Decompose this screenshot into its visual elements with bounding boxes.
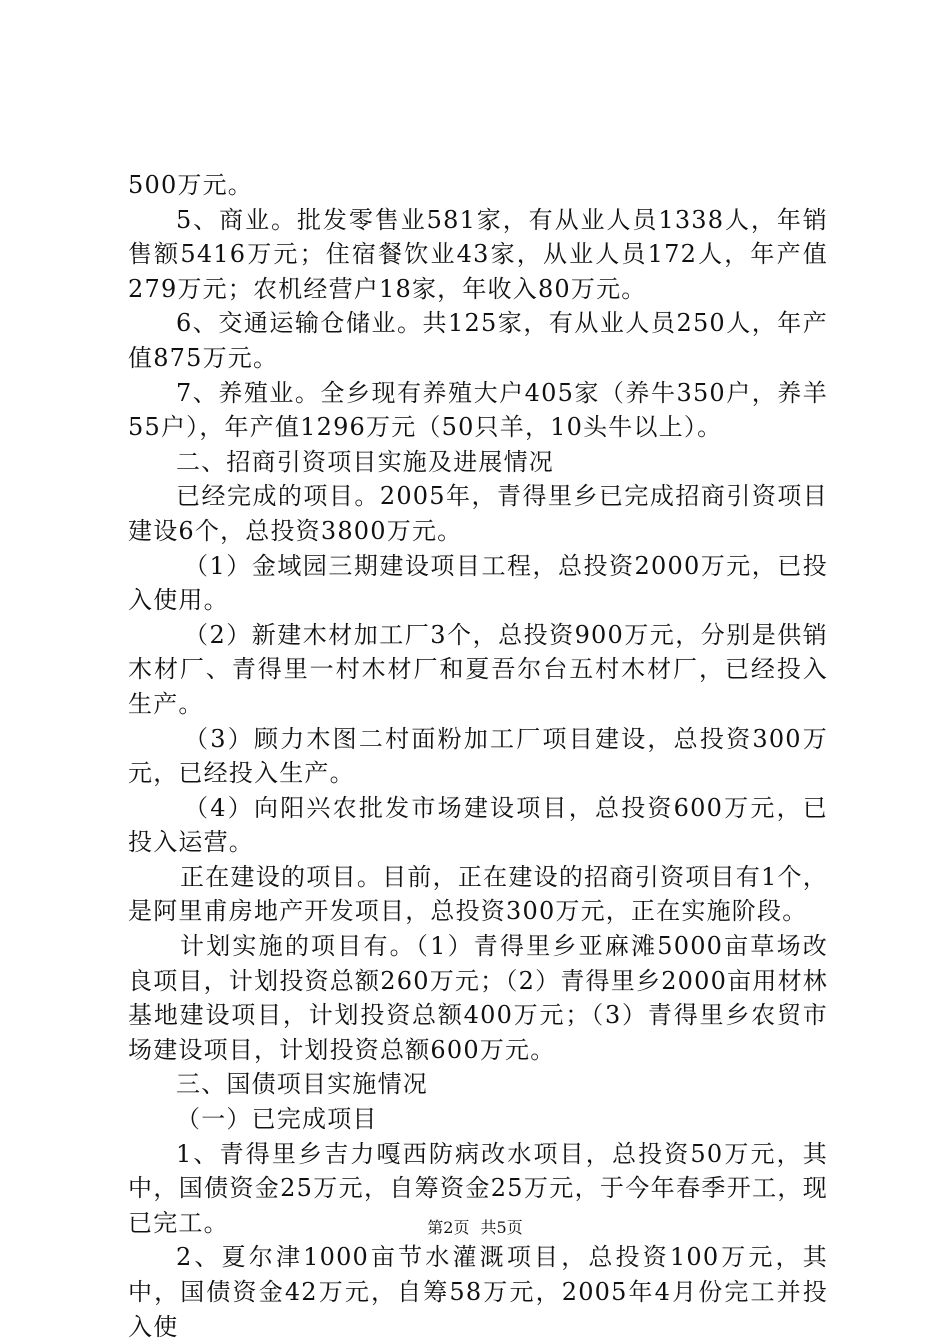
paragraph-project-1: （1）金域园三期建设项目工程，总投资2000万元，已投入使用。 — [128, 551, 828, 615]
paragraph-transport: 6、交通运输仓储业。共125家，有从业人员250人，年产值875万元。 — [128, 309, 828, 372]
paragraph-project-2: （2）新建木材加工厂3个，总投资900万元，分别是供销木材厂、青得里一村木材厂和夏吾尔台五村木材厂，已经投入生产。 — [128, 620, 828, 718]
paragraph-project-3: （3）顾力木图二村面粉加工厂项目建设，总投资300万元，已经投入生产。 — [128, 724, 828, 788]
paragraph-in-progress: 正在建设的项目。目前，正在建设的招商引资项目有1个，是阿里甫房地产开发项目，总投资300万元，正在实施阶段。 — [128, 862, 828, 926]
page-number: 第2页 — [427, 1218, 470, 1237]
paragraph-bond-project-1: 1、青得里乡吉力嘎西防病改水项目，总投资50万元，其中，国债资金25万元，自筹资金25万元，于今年春季开工，现已完工。 — [128, 1139, 828, 1237]
paragraph-planned: 计划实施的项目有。（1）青得里乡亚麻滩5000亩草场改良项目，计划投资总额260万元；（2）青得里乡2000亩用材林基地建设项目，计划投资总额400万元；（3）青得里乡农贸市场建设项目，计划投资总额600万元。 — [128, 932, 828, 1064]
paragraph-bond-project-2: 2、夏尔津1000亩节水灌溉项目，总投资100万元，其中，国债资金42万元，自筹58万元，2005年4月份完工并投入使 — [128, 1243, 828, 1341]
page-footer — [0, 1218, 950, 1238]
document-body — [128, 168, 828, 1344]
subsection-heading-completed: （一）已完成项目 — [176, 1105, 378, 1134]
section-heading-investment: 二、招商引资项目实施及进展情况 — [176, 447, 554, 476]
paragraph-continuation: 500万元。 — [128, 171, 254, 199]
paragraph-commerce: 5、商业。批发零售业581家，有从业人员1338人，年销售额5416万元；住宿餐饮业43家，从业人员172人，年产值279万元；农机经营户18家，年收入80万元。 — [128, 205, 828, 303]
paragraph-completed-projects: 已经完成的项目。2005年，青得里乡已完成招商引资项目建设6个，总投资3800万元。 — [128, 482, 828, 545]
page-total: 共5页 — [480, 1218, 523, 1237]
paragraph-breeding: 7、养殖业。全乡现有养殖大户405家（养牛350户，养羊55户），年产值1296万元（50只羊，10头牛以上）。 — [128, 378, 828, 442]
section-heading-bonds: 三、国债项目实施情况 — [176, 1070, 428, 1099]
paragraph-project-4: （4）向阳兴农批发市场建设项目，总投资600万元，已投入运营。 — [128, 793, 828, 857]
